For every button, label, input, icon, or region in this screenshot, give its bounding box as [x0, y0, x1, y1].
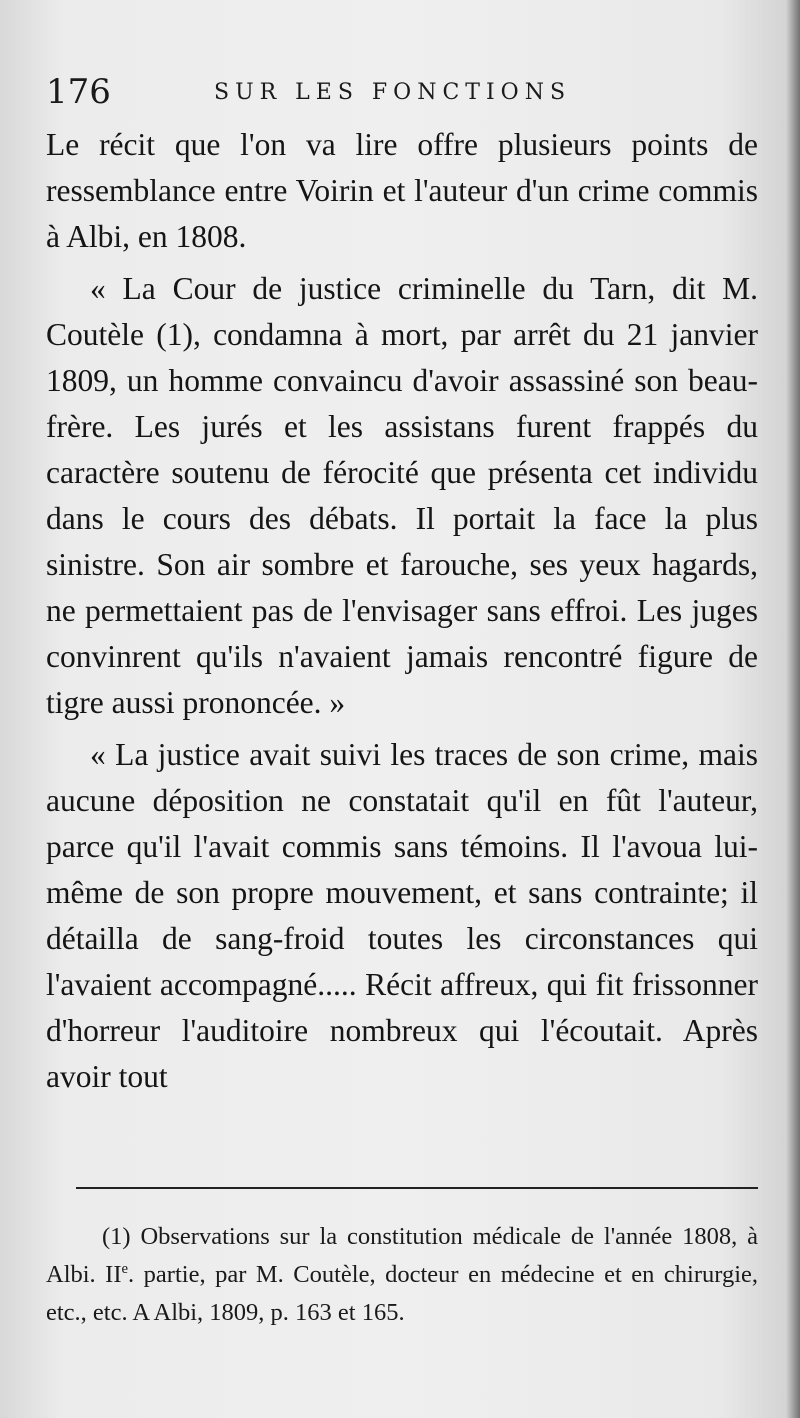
footnote-superscript: e: [121, 1260, 129, 1277]
footnote-text-part-1: (1) Observations sur la constitution médicale de l'année 1808, à Albi. II: [46, 1223, 758, 1288]
running-head: SUR LES FONCTIONS: [214, 80, 572, 105]
paragraph-quote-1: « La Cour de justice criminelle du Tarn, dit M. Coutèle (1), condamna à mort, par arrêt du 21 janvier 1809, un homme convaincu d'avoir assassiné son beau-frère. Les jurés et les assistans furent frappés du caractère soutenu de férocité que présenta cet individu dans le cours des débats. Il portait la face la plus sinistre. Son air sombre et farouche, ses yeux hagards, ne permettaient pas de l'envisager sans effroi. Les juges convinrent qu'ils n'avaient jamais rencontré figure de tigre aussi prononcée. »: [46, 271, 758, 720]
page-edge-shadow: [786, 0, 800, 1418]
footnote: [46, 1218, 758, 1332]
main-text: [46, 122, 758, 1106]
footnote-text-part-2: . partie, par M. Coutèle, docteur en médecine et en chirurgie, etc., etc. A Albi, 1809, p. 163 et 165.: [46, 1261, 758, 1326]
paragraph-intro: Le récit que l'on va lire offre plusieurs points de ressemblance entre Voirin et l'auteur d'un crime commis à Albi, en 1808.: [46, 127, 758, 254]
paragraph-quote-2: « La justice avait suivi les traces de son crime, mais aucune déposition ne constatait qu'il en fût l'auteur, parce qu'il l'avait commis sans témoins. Il l'avoua lui-même de son propre mouvement, et sans contrainte; il détailla de sang-froid toutes les circonstances qui l'avaient accompagné..... Récit affreux, qui fit frissonner d'horreur l'auditoire nombreux qui l'écoutait. Après avoir tout: [46, 737, 758, 1094]
page-number: 176: [46, 72, 111, 112]
footnote-text: [46, 1218, 758, 1332]
footnote-separator: [76, 1187, 758, 1189]
page-header: [46, 72, 746, 112]
